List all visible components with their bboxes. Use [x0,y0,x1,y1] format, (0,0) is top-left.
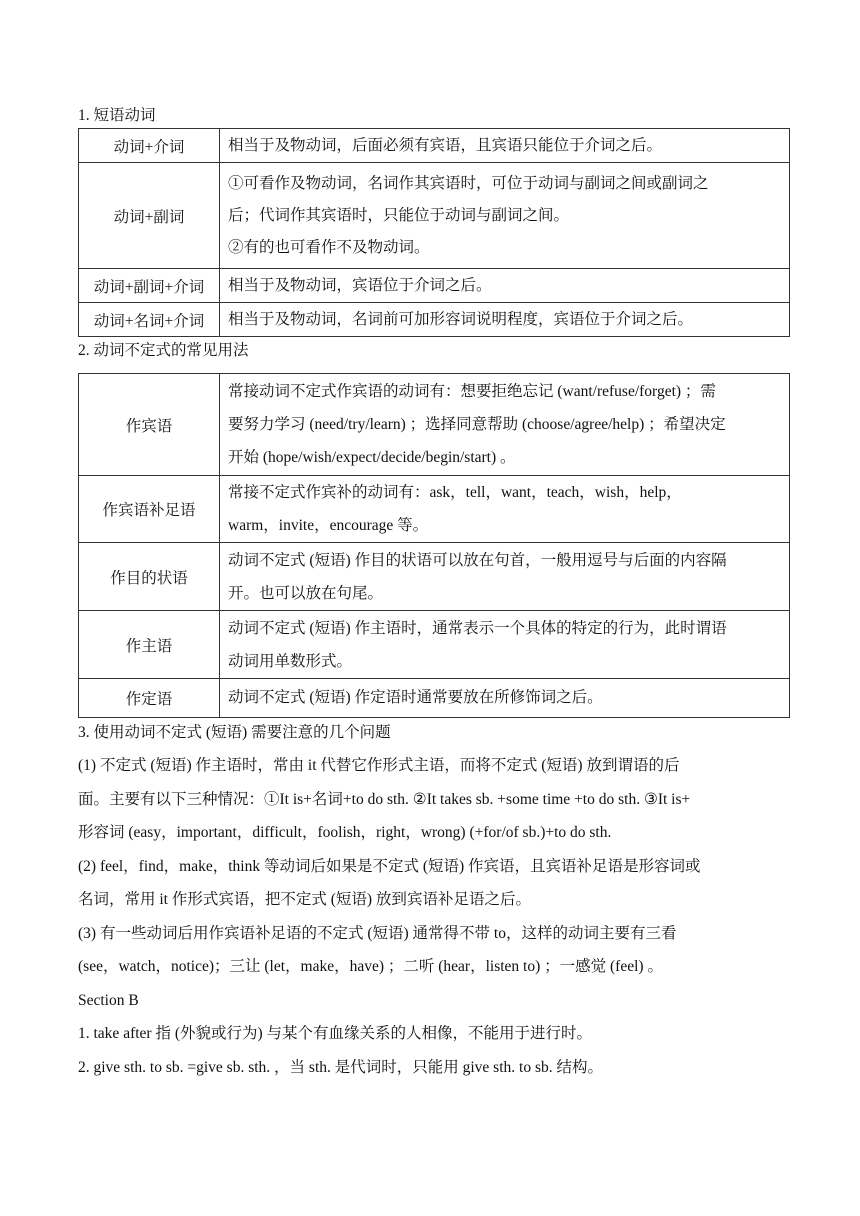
section3-body [78,749,790,1084]
row-value [220,543,790,611]
paragraph [78,850,790,917]
row-value [220,374,790,476]
row-value [220,129,790,163]
row-line: ①可看作及物动词，名词作其宾语时，可位于动词与副词之间或副词之 [228,174,709,192]
row-key: 动词+介词 [79,129,220,163]
paragraph-line: (1) 不定式 (短语) 作主语时，常由 it 代替它作形式主语，而将不定式 (短语) 放到谓语的后 [78,757,680,774]
list-item: 2. give sth. to sb. =give sb. sth. ，当 sth. 是代词时，只能用 give sth. to sb. 结构。 [78,1058,603,1076]
table-row [79,303,790,337]
row-line: 动词不定式 (短语) 作目的状语可以放在句首，一般用逗号与后面的内容隔 [228,551,727,569]
row-key: 作宾语 [79,374,220,476]
paragraph [78,917,790,984]
row-value [220,163,790,269]
row-line: 相当于及物动词，名词前可加形容词说明程度，宾语位于介词之后。 [228,310,694,328]
row-line: warm，invite，encourage 等。 [228,517,429,534]
row-line: 常接动词不定式作宾语的动词有：想要拒绝忘记 (want/refuse/forget) ；需 [228,383,716,400]
table-row [79,543,790,611]
row-line: 动词不定式 (短语) 作定语时通常要放在所修饰词之后。 [228,689,603,706]
sectionB-heading: Section B [78,991,139,1009]
row-key: 作宾语补足语 [79,476,220,543]
row-value [220,269,790,303]
row-line: 开始 (hope/wish/expect/decide/begin/start) 。 [228,449,516,466]
row-line: 要努力学习 (need/try/learn) ；选择同意帮助 (choose/agree/help) ；希望决定 [228,416,726,433]
list-item: 1. take after 指 (外貌或行为) 与某个有血缘关系的人相像，不能用于进行时。 [78,1025,593,1042]
row-value [220,611,790,679]
section2-heading: 2. 动词不定式的常见用法 [78,342,249,359]
paragraph-line: (see，watch，notice)；三让 (let，make，have) ；二听 (hear，listen to) ；一感觉 (feel) 。 [78,958,663,975]
row-line: 动词用单数形式。 [228,652,353,670]
paragraph-line: (2) feel，find，make，think 等动词后如果是不定式 (短语) 作宾语，且宾语补足语是形容词或 [78,857,701,875]
table-row [79,476,790,543]
row-value [220,679,790,718]
paragraph [78,749,790,850]
row-key: 动词+副词 [79,163,220,269]
table-row [79,374,790,476]
row-line: 常接不定式作宾补的动词有：ask，tell，want，teach，wish，help， [228,484,682,501]
row-value [220,303,790,337]
row-key: 动词+副词+介词 [79,269,220,303]
row-line: 相当于及物动词，宾语位于介词之后。 [228,276,492,294]
row-line: 相当于及物动词，后面必须有宾语，且宾语只能位于介词之后。 [228,136,663,154]
paragraph-line: (3) 有一些动词后用作宾语补足语的不定式 (短语) 通常得不带 to，这样的动词主要有三看 [78,924,677,942]
section1-heading: 1. 短语动词 [78,107,156,124]
row-line: ②有的也可看作不及物动词。 [228,238,430,256]
table-row [79,269,790,303]
row-key: 动词+名词+介词 [79,303,220,337]
row-key: 作定语 [79,679,220,718]
row-value [220,476,790,543]
paragraph-line: 名词，常用 it 作形式宾语，把不定式 (短语) 放到宾语补足语之后。 [78,891,531,908]
row-key: 作主语 [79,611,220,679]
infinitive-usage-table [78,373,790,718]
row-key: 作目的状语 [79,543,220,611]
paragraph-line: 面。主要有以下三种情况：①It is+名词+to do sth. ②It takes sb. +some time +to do sth. ③It is+ [78,790,691,808]
phrasal-verbs-table [78,128,790,337]
row-line: 开。也可以放在句尾。 [228,584,384,602]
paragraph-line: 形容词 (easy，important，difficult，foolish，right，wrong) (+for/of sb.)+to do sth. [78,824,612,841]
table-row [79,611,790,679]
row-line: 后；代词作其宾语时，只能位于动词与副词之间。 [228,206,570,224]
document-page [78,104,790,1084]
table-row [79,679,790,718]
table-row [79,163,790,269]
section3-heading: 3. 使用动词不定式 (短语) 需要注意的几个问题 [78,724,391,741]
table-row [79,129,790,163]
row-line: 动词不定式 (短语) 作主语时，通常表示一个具体的特定的行为，此时谓语 [228,619,727,637]
